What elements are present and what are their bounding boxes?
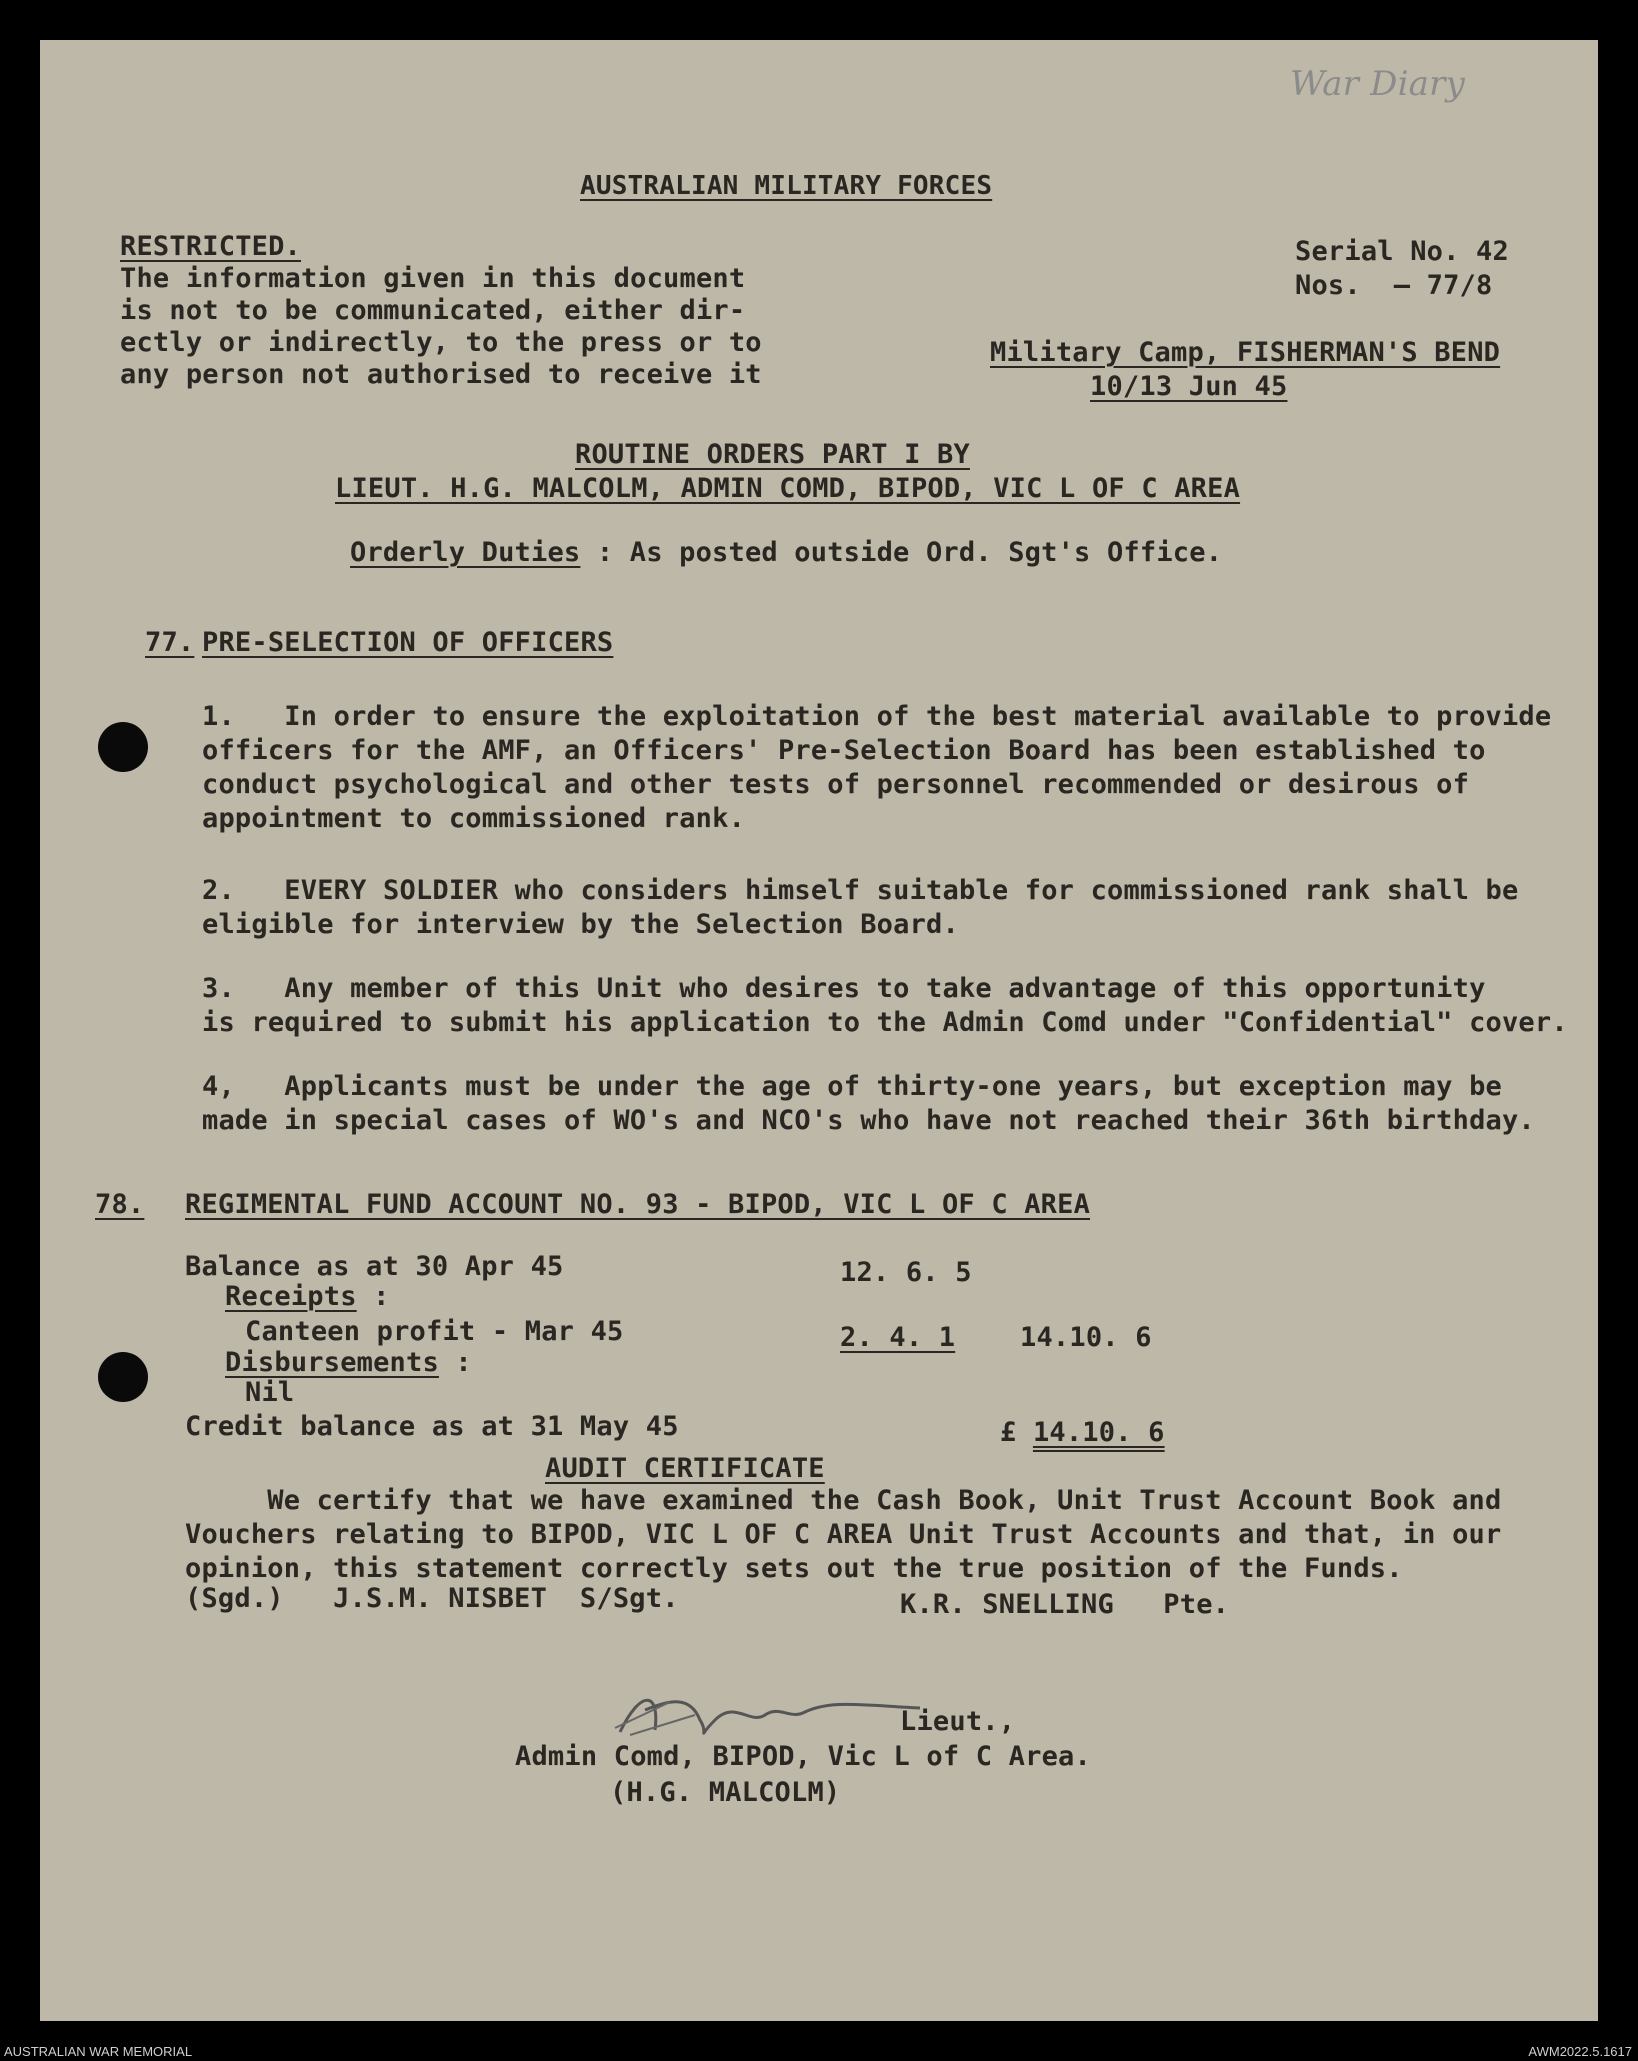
section-77-title: PRE-SELECTION OF OFFICERS [202, 627, 614, 658]
audit-signer-1: (Sgd.) J.S.M. NISBET S/Sgt. [185, 1583, 679, 1614]
orders-subtitle: LIEUT. H.G. MALCOLM, ADMIN COMD, BIPOD, VIC L OF C AREA [335, 473, 1241, 504]
disbursements-nil: Nil [245, 1377, 295, 1408]
audit-title: AUDIT CERTIFICATE [545, 1453, 825, 1484]
credit-balance-value: 14.10. 6 [1032, 1417, 1165, 1448]
punch-hole [98, 1352, 148, 1402]
restricted-line: The information given in this document [120, 263, 746, 294]
order-date: 10/13 Jun 45 [1090, 371, 1288, 402]
para-3-line: is required to submit his application to the Admin Comd under "Confidential" cover. [202, 1007, 1568, 1038]
section-77-number: 77. [145, 627, 195, 658]
footer-source: AUSTRALIAN WAR MEMORIAL [4, 2044, 193, 2059]
section-78-number: 78. [95, 1189, 145, 1220]
para-4-line: made in special cases of WO's and NCO's who have not reached their 36th birthday. [202, 1105, 1535, 1136]
orderly-duties [350, 536, 1222, 569]
para-1-line: conduct psychological and other tests of personnel recommended or desirous of [202, 769, 1470, 800]
para-4-line: 4, Applicants must be under the age of thirty-one years, but exception may be [202, 1071, 1502, 1102]
signatory-name: (H.G. MALCOLM) [610, 1777, 841, 1808]
signatory-role: Admin Comd, BIPOD, Vic L of C Area. [515, 1741, 1091, 1772]
audit-line: opinion, this statement correctly sets out the true position of the Funds. [185, 1553, 1403, 1584]
disbursements-heading [225, 1346, 472, 1379]
restricted-line: any person not authorised to receive it [120, 359, 762, 390]
audit-line: Vouchers relating to BIPOD, VIC L OF C AREA Unit Trust Accounts and that, in our [185, 1519, 1502, 1550]
balance-label: Balance as at 30 Apr 45 [185, 1251, 564, 1282]
para-2-line: eligible for interview by the Selection Board. [202, 909, 959, 940]
orders-title: ROUTINE ORDERS PART I BY [575, 439, 970, 470]
para-1-line: appointment to commissioned rank. [202, 803, 746, 834]
para-1-line: 1. In order to ensure the exploitation of the best material available to provide [202, 701, 1552, 732]
serial-nos: Nos. — 77/8 [1295, 270, 1493, 301]
audit-line: We certify that we have examined the Cash Book, Unit Trust Account Book and [185, 1485, 1502, 1516]
section-78-title: REGIMENTAL FUND ACCOUNT NO. 93 - BIPOD, VIC L OF C AREA [185, 1189, 1091, 1220]
restricted-line: ectly or indirectly, to the press or to [120, 327, 762, 358]
restricted-label: RESTRICTED. [120, 231, 302, 262]
camp-location: Military Camp, FISHERMAN'S BEND [990, 337, 1501, 368]
signatory-rank: Lieut., [900, 1706, 1016, 1737]
receipts-heading [225, 1280, 390, 1313]
serial-number: Serial No. 42 [1295, 236, 1509, 267]
subtotal-value: 14.10. 6 [1020, 1322, 1152, 1353]
canteen-value: 2. 4. 1 [840, 1322, 956, 1353]
handwritten-annotation: War Diary [1290, 64, 1465, 104]
audit-signer-2: K.R. SNELLING Pte. [900, 1589, 1230, 1620]
para-2-line: 2. EVERY SOLDIER who considers himself suitable for commissioned rank shall be [202, 875, 1519, 906]
receipts-label: Receipts [225, 1281, 357, 1312]
credit-balance [1000, 1416, 1165, 1449]
orderly-duties-label: Orderly Duties [350, 537, 581, 568]
restricted-line: is not to be communicated, either dir- [120, 295, 746, 326]
credit-balance-label: Credit balance as at 31 May 45 [185, 1411, 679, 1442]
document-page [40, 40, 1598, 2021]
receipts-colon: : [356, 1281, 390, 1312]
orderly-duties-text: : As posted outside Ord. Sgt's Office. [580, 537, 1223, 568]
balance-value: 12. 6. 5 [840, 1257, 972, 1288]
disbursements-colon: : [438, 1347, 472, 1378]
footer-reference: AWM2022.5.1617 [1528, 2044, 1632, 2059]
document-title: AUSTRALIAN MILITARY FORCES [580, 171, 993, 201]
para-3-line: 3. Any member of this Unit who desires to take advantage of this opportunity [202, 973, 1486, 1004]
para-1-line: officers for the AMF, an Officers' Pre-Selection Board has been established to [202, 735, 1486, 766]
punch-hole [98, 722, 148, 772]
disbursements-label: Disbursements [225, 1347, 439, 1378]
currency-symbol: £ [1000, 1417, 1017, 1448]
canteen-label: Canteen profit - Mar 45 [245, 1316, 624, 1347]
